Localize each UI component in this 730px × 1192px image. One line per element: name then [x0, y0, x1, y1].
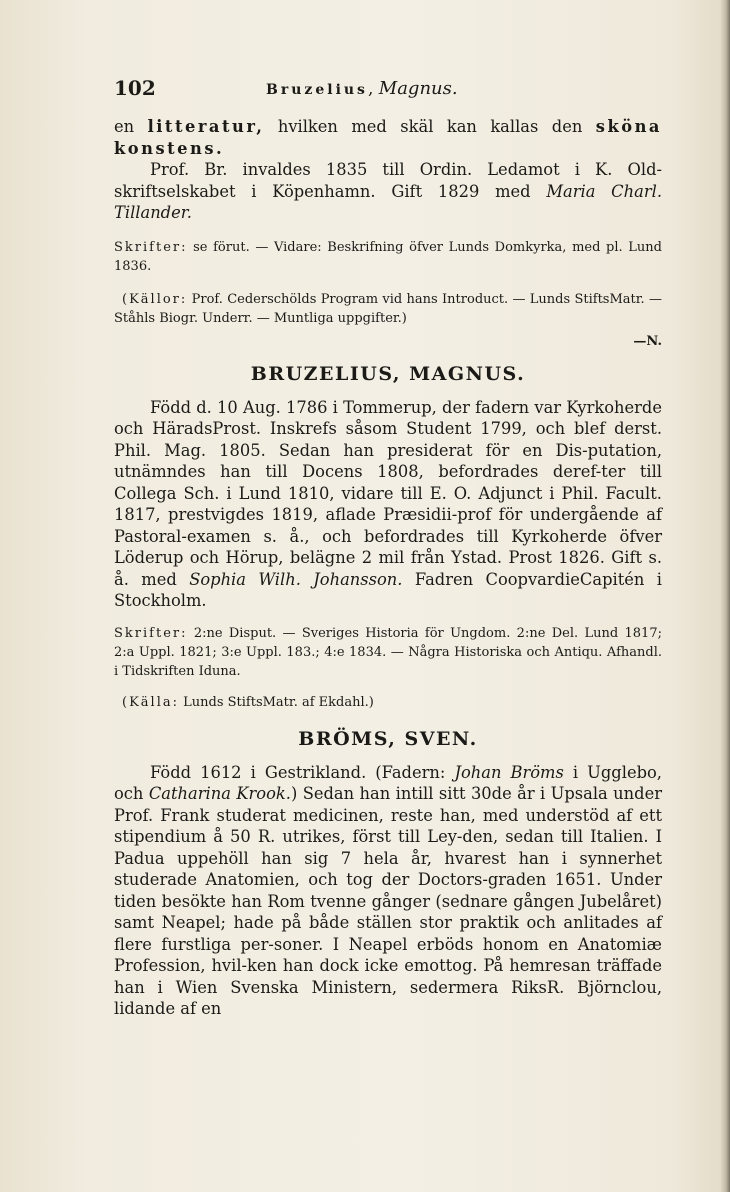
prev-entry-spouse: Maria Charl. Tillander.: [114, 181, 662, 222]
page-edge-shadow: [720, 0, 730, 1192]
prev-entry-bio: Prof. Br. invaldes 1835 till Ordin. Ledamot i K. Old-skriftselskabet i Köpenhamn. Gift 1829 med Maria Charl. Tillander.: [114, 160, 662, 222]
heading-broms-sven: BRÖMS, SVEN.: [298, 727, 478, 750]
sven-bio: Född 1612 i Gestrikland. (Fadern: Johan Bröms i Ugglebo, och Catharina Krook.) Sedan han intill sitt 30de år i Upsala under Prof. Frank studerat medicinen, reste han, med understöd af ett stipendium å 50 R. utrikes, först till Ley-den, sedan till Italien. I Padua uppehöll han sig 7 hela år, hvarest han i synnerhet studerade Anatomien, och tog der Doctors-graden 1651. Under tiden besökte han Rom tvenne gånger (sednare gången Jubelåret) samt Neapel; hade på både ställen stor praktik och anlitades af flere furstliga per-soner. I Neapel erböds honom en Anatomiæ Profession, hvil-ken han dock icke emottog. På hemresan träffade han i Wien Svenska Ministern, sedermera RiksR. Björnclou, lidande af en: [114, 762, 662, 1018]
prev-entry-sources: (Källor: Prof. Cederschölds Program vid hans Introduct. — Lunds StiftsMatr. — Ståhls Biogr. Underr. — Muntliga uppgifter.): [114, 291, 662, 326]
prev-entry-intro: en litteratur, hvilken med skäl kan kallas den sköna konstens.: [114, 117, 662, 158]
prev-entry-signature: —N.: [633, 333, 662, 349]
running-head-name: Bruzelius: [266, 82, 368, 98]
sven-father: Johan Bröms: [454, 762, 564, 782]
sven-mother: Catharina Krook.: [148, 784, 291, 803]
magnus-spouse: Sophia Wilh. Johansson.: [189, 569, 403, 589]
heading-bruzelius-magnus: BRUZELIUS, MAGNUS.: [250, 362, 526, 385]
magnus-source: (Källa: Lunds StiftsMatr. af Ekdahl.): [122, 694, 374, 710]
running-head: [114, 72, 662, 100]
magnus-writings: Skrifter: 2:ne Disput. — Sveriges Historia för Ungdom. 2:ne Del. Lund 1817; 2:a Uppl. 1821; 3:e Uppl. 183.; 4:e 1834. — Några Historiska och Antiqu. Afhandl. i Tidskriften Iduna.: [114, 625, 662, 679]
running-head-given: Magnus.: [378, 78, 458, 99]
prev-entry-writings: Skrifter: se förut. — Vidare: Beskrifning öfver Lunds Domkyrka, med pl. Lund 1836.: [114, 239, 662, 274]
running-head-title: Bruzelius, Magnus.: [266, 78, 458, 99]
magnus-bio: Född d. 10 Aug. 1786 i Tommerup, der fadern var Kyrkoherde och HäradsProst. Inskrefs såsom Student 1799, och blef derst. Phil. Mag. 1805. Sedan han presiderat för en Dis-putation, utnämndes han till Docens 1808, befordrades deref-ter till Collega Sch. i Lund 1810, vidare till E. O. Adjunct i Phil. Facult. 1817, prestvigdes 1819, aflade Præsidii-prof för undergående af Pastoral-examen s. å., och befordrades till Kyrkoherde öfver Löderup och Hörup, belägne 2 mil från Ystad. Prost 1826. Gift s. å. med Sophia Wilh. Johansson. Fadren CoopvardieCapitén i Stockholm.: [114, 397, 662, 610]
page-number: 102: [114, 76, 156, 100]
page-content: [114, 72, 662, 1020]
